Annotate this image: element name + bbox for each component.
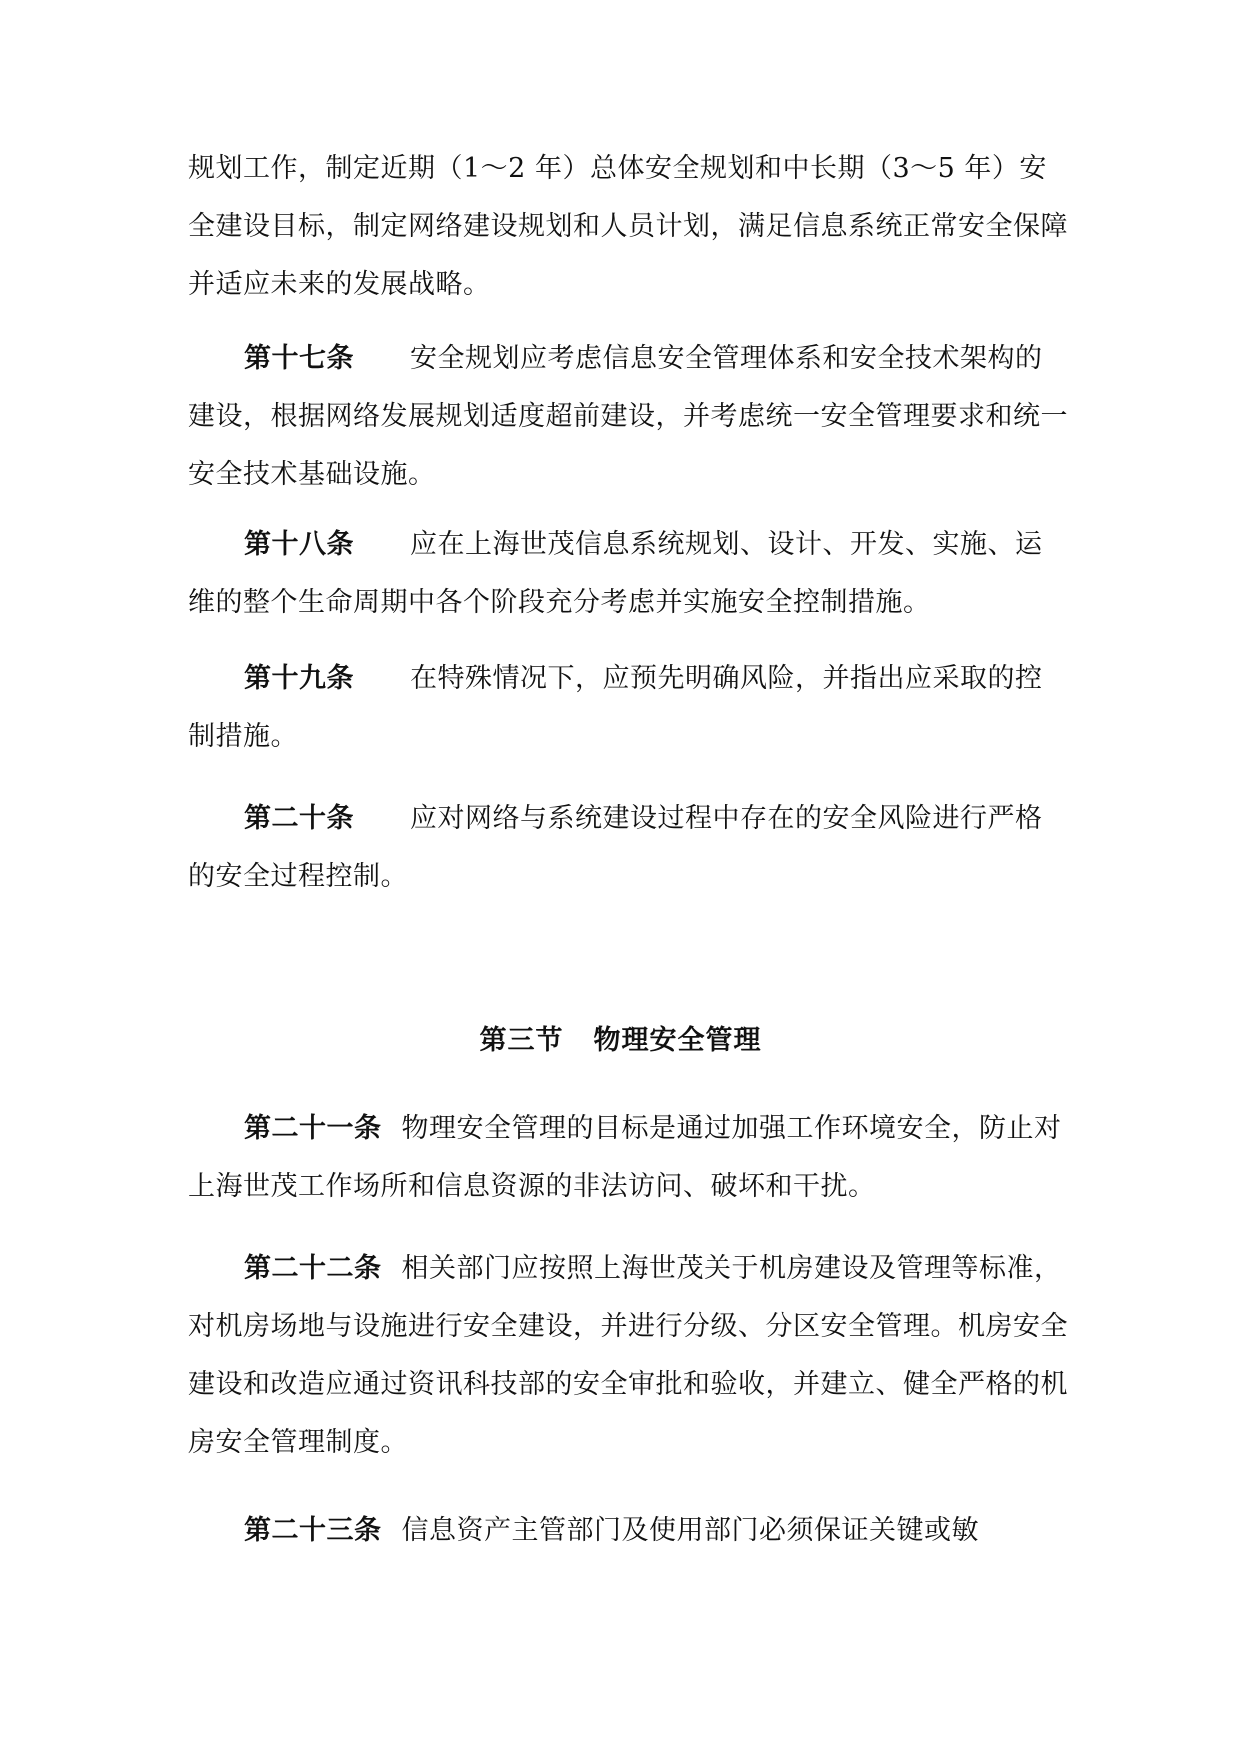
- article-22-text: 相关部门应按照上海世茂关于机房建设及管理等标准，对机房场地与设施进行安全建设，并进行分级、分区安全管理。机房安全建设和改造应通过资讯科技部的安全审批和验收，并建立、健全严格的机房安全管理制度。: [188, 1253, 1068, 1458]
- article-21: [188, 1100, 1068, 1216]
- article-21-label: 第二十一条: [244, 1113, 382, 1144]
- article-23-label: 第二十三条: [244, 1515, 382, 1546]
- article-18-label: 第十八条: [244, 529, 354, 560]
- article-18-text: 应在上海世茂信息系统规划、设计、开发、实施、运维的整个生命周期中各个阶段充分考虑并实施安全控制措施。: [188, 529, 1043, 618]
- article-20-text: 应对网络与系统建设过程中存在的安全风险进行严格的安全过程控制。: [188, 803, 1043, 892]
- article-22-label: 第二十二条: [244, 1253, 382, 1284]
- article-19: [188, 650, 1068, 766]
- article-17-label: 第十七条: [244, 343, 354, 374]
- article-17-text: 安全规划应考虑信息安全管理体系和安全技术架构的建设，根据网络发展规划适度超前建设，并考虑统一安全管理要求和统一安全技术基础设施。: [188, 343, 1068, 490]
- article-23-text: 信息资产主管部门及使用部门必须保证关键或敏: [401, 1515, 979, 1546]
- intro-text: 规划工作，制定近期（1～2 年）总体安全规划和中长期（3～5 年）安全建设目标，制定网络建设规划和人员计划，满足信息系统正常安全保障并适应未来的发展战略。: [188, 153, 1068, 300]
- article-20-label: 第二十条: [244, 803, 354, 834]
- section-title: 物理安全管理: [593, 1025, 762, 1056]
- article-21-text: 物理安全管理的目标是通过加强工作环境安全，防止对上海世茂工作场所和信息资源的非法访问、破坏和干扰。: [188, 1113, 1062, 1202]
- article-18: [188, 516, 1068, 632]
- article-17: [188, 330, 1068, 504]
- section-number: 第三节: [479, 1025, 564, 1056]
- article-19-label: 第十九条: [244, 663, 354, 694]
- intro-paragraph: [188, 140, 1068, 314]
- article-20: [188, 790, 1068, 906]
- article-22: [188, 1240, 1068, 1472]
- article-23: [188, 1502, 1068, 1560]
- section-heading: [0, 1021, 1241, 1061]
- article-19-text: 在特殊情况下，应预先明确风险，并指出应采取的控制措施。: [188, 663, 1043, 752]
